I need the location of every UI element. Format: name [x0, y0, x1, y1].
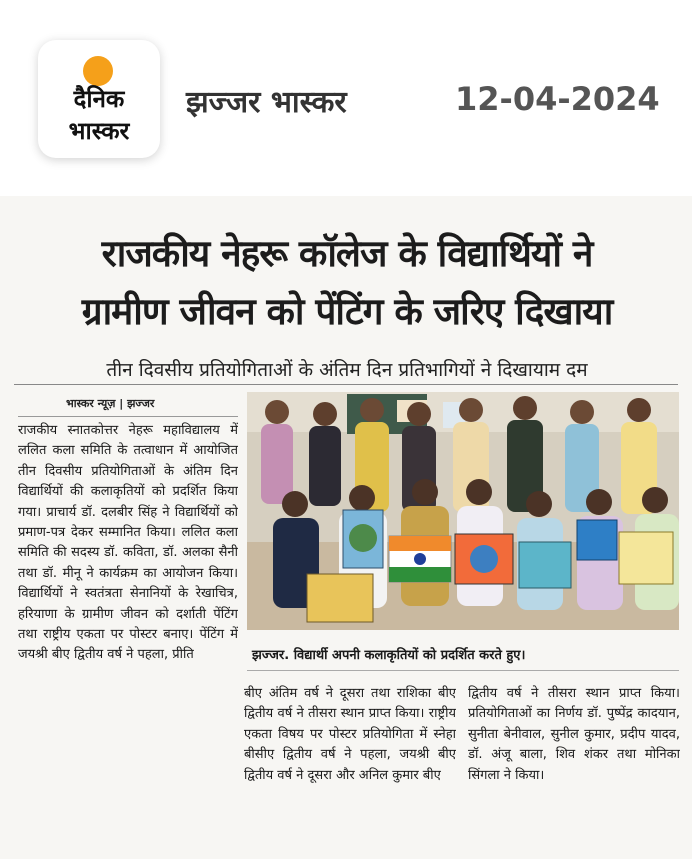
article-column-2: बीए अंतिम वर्ष ने दूसरा तथा राशिका बीए द्वितीय वर्ष ने तीसरा स्थान प्राप्त किया। राष्ट्रीय एकता विषय पर पोस्टर प्रतियोगिता में स्नेहा बीसीए द्वितीय वर्ष ने पहला, जयश्री बीए द्वितीय वर्ष ने दूसरा और अनिल कुमार बीए: [244, 686, 456, 783]
app-header: [0, 0, 692, 196]
byline: भास्कर न्यूज़ | झज्जर: [66, 397, 155, 410]
photo-caption: झज्जर. विद्यार्थी अपनी कलाकृतियों को प्रदर्शित करते हुए।: [252, 648, 526, 663]
logo-text-line1: दैनिक: [73, 85, 125, 113]
headline-line-2: ग्रामीण जीवन को पेंटिंग के जरिए दिखाया: [81, 290, 613, 333]
headline-line-1: राजकीय नेहरू कॉलेज के विद्यार्थियों ने: [101, 232, 593, 275]
news-photo: [247, 392, 679, 630]
students-with-paintings-photo: [247, 392, 679, 630]
logo-text-line2: भास्कर: [68, 117, 130, 145]
article-column-1: राजकीय स्नातकोत्तर नेहरू महाविद्यालय में ललित कला समिति के तत्वाधान में आयोजित तीन दिवसीय प्रतियोगिताओं के अंतिम दिन विद्यार्थियों की कलाकृतियों को प्रदर्शित किया गया। प्राचार्य डॉ. दलबीर सिंह ने विद्यार्थियों को प्रमाण-पत्र देकर सम्मानित किया। ललित कला समिति की सदस्य डॉ. कविता, डॉ. अलका सैनी तथा डॉ. मीनू ने कार्यक्रम का आयोजन किया। विद्यार्थियों ने स्वतंत्रता सेनानियों के रेखाचित्र, हरियाणा के ग्रामीण जीवन को दर्शाती पेंटिंग तथा राष्ट्रीय एकता पर पोस्टर बनाए। पेंटिंग में जयश्री बीए द्वितीय वर्ष ने पहला, प्रीति: [18, 423, 238, 663]
dainik-bhaskar-logo[interactable]: [38, 40, 160, 158]
divider: [18, 416, 238, 417]
subheadline: तीन दिवसीय प्रतियोगिताओं के अंतिम दिन प्रतिभागियों ने दिखायाम दम: [106, 359, 588, 381]
divider: [14, 384, 678, 385]
edition-date: 12-04-2024: [455, 80, 660, 118]
divider: [247, 670, 679, 671]
article-column-3: द्वितीय वर्ष ने तीसरा स्थान प्राप्त किया। प्रतियोगिताओं का निर्णय डॉ. पुष्पेंद्र कादयान, सुनीता बेनीवाल, सुनील कुमार, प्रदीप यादव, डॉ. अंजू बाला, शिव शंकर तथा मोनिका सिंगला ने किया।: [468, 686, 680, 783]
edition-title: झज्जर भास्कर: [186, 85, 347, 120]
